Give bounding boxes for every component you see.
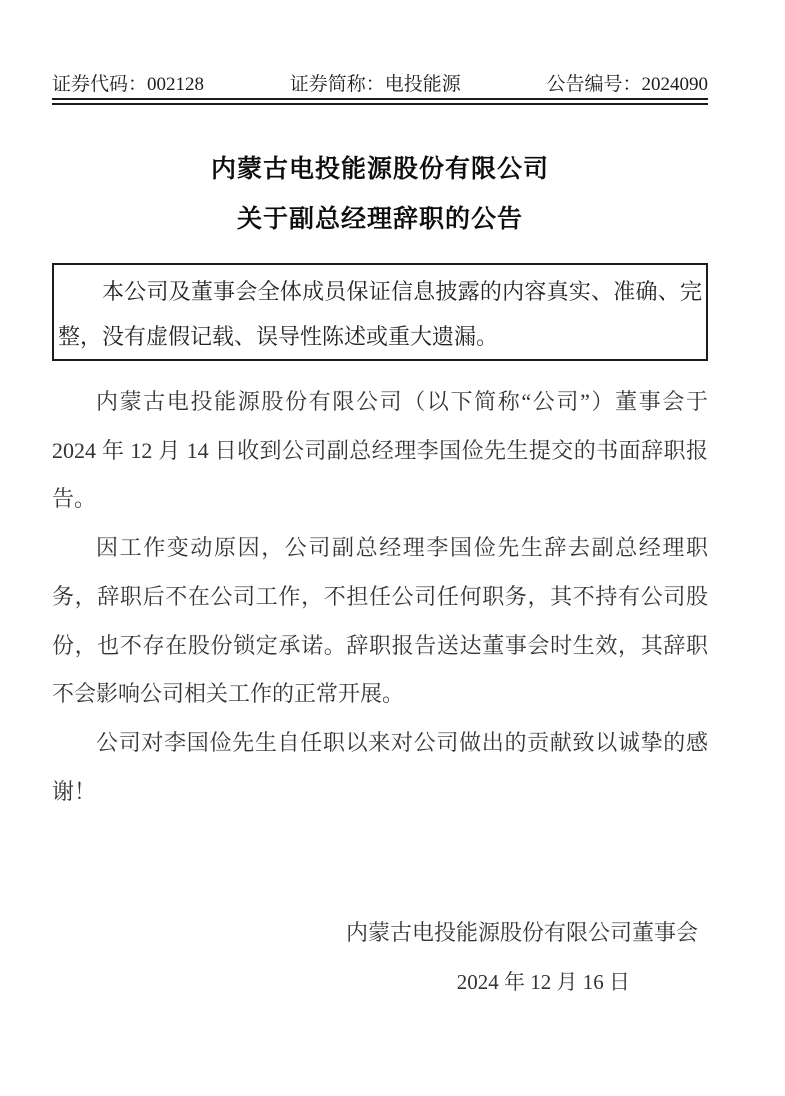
announcement-number-text: 公告编号：2024090 — [546, 74, 708, 95]
stock-abbr-text: 证券简称：电投能源 — [289, 74, 461, 95]
header-double-rule — [52, 100, 708, 105]
document-title-line1: 内蒙古电投能源股份有限公司 — [210, 154, 549, 183]
disclaimer-text: 本公司及董事会全体成员保证信息披露的内容真实、准确、完整，没有虚假记载、误导性陈述或重大遗漏。 — [58, 279, 702, 349]
stock-code-text: 证券代码：002128 — [52, 74, 205, 95]
body-paragraph-1: 内蒙古电投能源股份有限公司（以下简称“公司”）董事会于 2024 年 12 月 14 日收到公司副总经理李国俭先生提交的书面辞职报告。 — [52, 389, 708, 512]
announcement-body — [52, 378, 708, 816]
document-title-line2: 关于副总经理辞职的公告 — [236, 204, 523, 233]
securities-header-row — [52, 74, 708, 100]
signature-company: 内蒙古电投能源股份有限公司董事会 — [345, 920, 698, 946]
page-content — [52, 74, 708, 1007]
body-paragraph-2: 因工作变动原因，公司副总经理李国俭先生辞去副总经理职务，辞职后不在公司工作，不担任公司任何职务，其不持有公司股份，也不存在股份锁定承诺。辞职报告送达董事会时生效，其辞职不会影响公司相关工作的正常开展。 — [52, 535, 708, 707]
signature-date: 2024 年 12 月 16 日 — [456, 970, 630, 995]
disclaimer-box — [52, 263, 708, 361]
body-paragraph-3: 公司对李国俭先生自任职以来对公司做出的贡献致以诚挚的感谢！ — [52, 729, 708, 804]
document-title — [52, 144, 708, 244]
